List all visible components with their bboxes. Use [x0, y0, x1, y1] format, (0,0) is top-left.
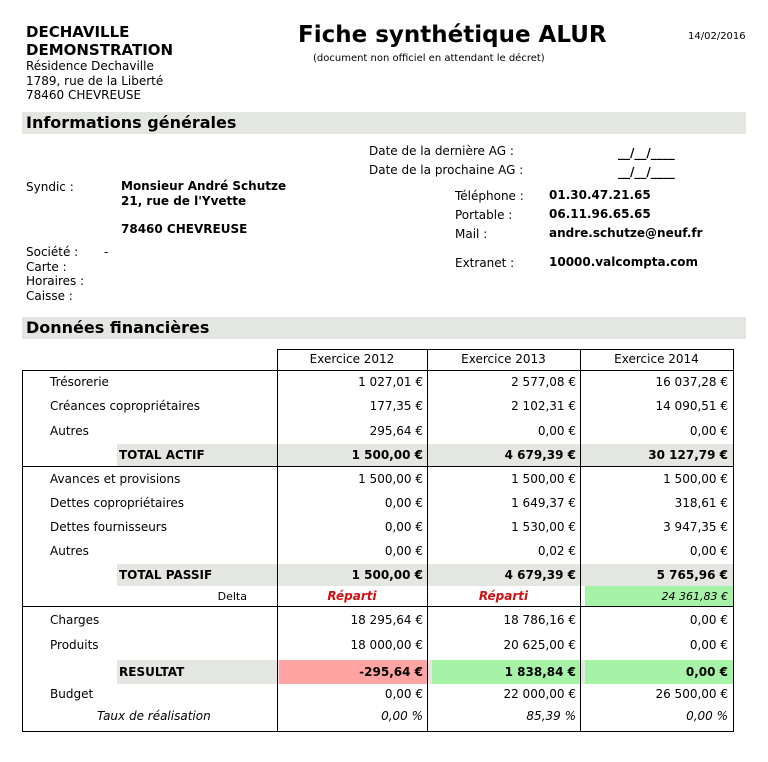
dettes-fourn-2014: 3 947,35 € [663, 520, 728, 534]
residence-city: 78460 CHEVREUSE [26, 88, 142, 102]
residence-name: Résidence Dechaville [26, 59, 154, 73]
section-general-title: Informations générales [26, 113, 237, 132]
syndic-label: Syndic : [26, 180, 74, 194]
document-title: Fiche synthétique ALUR [298, 22, 607, 48]
total-actif-2013: 4 679,39 € [504, 448, 576, 462]
produits-2012: 18 000,00 € [350, 638, 423, 652]
row-label-creances: Créances copropriétaires [50, 399, 200, 413]
company-name [26, 23, 173, 59]
creances-2013: 2 102,31 € [511, 399, 576, 413]
row-label-dettes-copro: Dettes copropriétaires [50, 496, 185, 510]
dettes-copro-2013: 1 649,37 € [511, 496, 576, 510]
autres-passif-2012: 0,00 € [384, 544, 423, 558]
budget-2013: 22 000,00 € [503, 687, 576, 701]
taux-2012: 0,00 % [381, 709, 423, 723]
row-label-autres-actif: Autres [50, 424, 89, 438]
mail-label: Mail : [455, 227, 488, 241]
delta-2014: 24 361,83 € [661, 590, 728, 603]
creances-2014: 14 090,51 € [655, 399, 728, 413]
mobile-value: 06.11.96.65.65 [549, 207, 651, 221]
row-label-taux: Taux de réalisation [97, 709, 211, 723]
col-header-2014: Exercice 2014 [614, 352, 699, 366]
autres-actif-2012: 295,64 € [369, 424, 423, 438]
autres-passif-2014: 0,00 € [689, 544, 728, 558]
residence-address [26, 59, 163, 103]
charges-2013: 18 786,16 € [503, 613, 576, 627]
section-financial-title: Données financières [26, 318, 210, 337]
row-label-avances: Avances et provisions [50, 472, 181, 486]
section-general-header [22, 112, 746, 134]
tresorerie-2014: 16 037,28 € [655, 375, 728, 389]
passif-bottom-line [22, 606, 733, 607]
total-actif-2014: 30 127,79 € [648, 448, 728, 462]
tresorerie-2013: 2 577,08 € [511, 375, 576, 389]
row-label-tresorerie: Trésorerie [50, 375, 109, 389]
budget-2014: 26 500,00 € [655, 687, 728, 701]
section-financial-header [22, 317, 746, 339]
resultat-2014: 0,00 € [685, 665, 728, 679]
row-label-autres-passif: Autres [50, 544, 89, 558]
row-label-budget: Budget [50, 687, 94, 701]
actif-bottom-line [22, 466, 733, 467]
row-label-delta: Delta [217, 590, 247, 603]
total-actif-2012: 1 500,00 € [351, 448, 423, 462]
table-left-line [22, 370, 23, 732]
extranet-value[interactable]: 10000.valcompta.com [549, 255, 699, 269]
company-name-line2: DEMONSTRATION [26, 41, 174, 59]
caisse-label: Caisse : [26, 289, 73, 303]
row-label-total-actif: TOTAL ACTIF [119, 448, 205, 462]
dettes-fourn-2013: 1 530,00 € [511, 520, 576, 534]
tresorerie-2012: 1 027,01 € [358, 375, 423, 389]
total-passif-2013: 4 679,39 € [504, 568, 576, 582]
table-bottom-line [22, 731, 733, 732]
financial-table [22, 349, 734, 732]
col-header-2013: Exercice 2013 [461, 352, 546, 366]
syndic-name: Monsieur André Schutze [121, 179, 287, 193]
carte-label: Carte : [26, 260, 67, 274]
next-ag-value: __/__/____ [618, 165, 675, 179]
resultat-2012: -295,64 € [359, 665, 423, 679]
societe-label: Société : [26, 245, 79, 259]
autres-actif-2013: 0,00 € [537, 424, 576, 438]
charges-2012: 18 295,64 € [350, 613, 423, 627]
residence-street: 1789, rue de la Liberté [26, 73, 164, 88]
avances-2013: 1 500,00 € [511, 472, 576, 486]
societe-value: - [104, 245, 109, 259]
header-bottom-line [22, 370, 733, 371]
row-label-resultat: RESULTAT [119, 665, 185, 679]
row-label-total-passif: TOTAL PASSIF [119, 568, 213, 582]
company-name-line1: DECHAVILLE [26, 23, 130, 41]
row-label-charges: Charges [50, 613, 100, 627]
avances-2012: 1 500,00 € [358, 472, 423, 486]
creances-2012: 177,35 € [369, 399, 423, 413]
total-passif-2012: 1 500,00 € [351, 568, 423, 582]
row-label-dettes-fourn: Dettes fournisseurs [50, 520, 167, 534]
dettes-fourn-2012: 0,00 € [384, 520, 423, 534]
produits-2014: 0,00 € [689, 638, 728, 652]
syndic-street: 21, rue de l'Yvette [121, 194, 247, 208]
budget-2012: 0,00 € [384, 687, 423, 701]
last-ag-value: __/__/____ [618, 146, 675, 160]
row-label-produits: Produits [50, 638, 99, 652]
extranet-label: Extranet : [455, 256, 515, 270]
phone-value: 01.30.47.21.65 [549, 188, 651, 202]
horaires-label: Horaires : [26, 274, 85, 288]
next-ag-label: Date de la prochaine AG : [369, 163, 524, 177]
dettes-copro-2014: 318,61 € [674, 496, 728, 510]
produits-2013: 20 625,00 € [503, 638, 576, 652]
total-passif-2014: 5 765,96 € [656, 568, 728, 582]
delta-2012: Réparti [327, 589, 377, 603]
mail-value[interactable]: andre.schutze@neuf.fr [549, 226, 703, 240]
charges-2014: 0,00 € [689, 613, 728, 627]
table-right-line [733, 349, 734, 732]
taux-2013: 85,39 % [526, 709, 576, 723]
dettes-copro-2012: 0,00 € [384, 496, 423, 510]
autres-passif-2013: 0,02 € [537, 544, 576, 558]
phone-label: Téléphone : [455, 189, 524, 203]
resultat-2013: 1 838,84 € [504, 665, 576, 679]
syndic-city: 78460 CHEVREUSE [121, 222, 248, 236]
document-date: 14/02/2016 [688, 31, 746, 42]
mobile-label: Portable : [455, 208, 513, 222]
document-subtitle: (document non officiel en attendant le décret) [313, 53, 545, 64]
last-ag-label: Date de la dernière AG : [369, 144, 514, 158]
delta-2013: Réparti [478, 589, 529, 603]
avances-2014: 1 500,00 € [663, 472, 728, 486]
autres-actif-2014: 0,00 € [689, 424, 728, 438]
col-header-2012: Exercice 2012 [309, 352, 395, 366]
header-top-line [277, 349, 733, 350]
taux-2014: 0,00 % [686, 709, 728, 723]
